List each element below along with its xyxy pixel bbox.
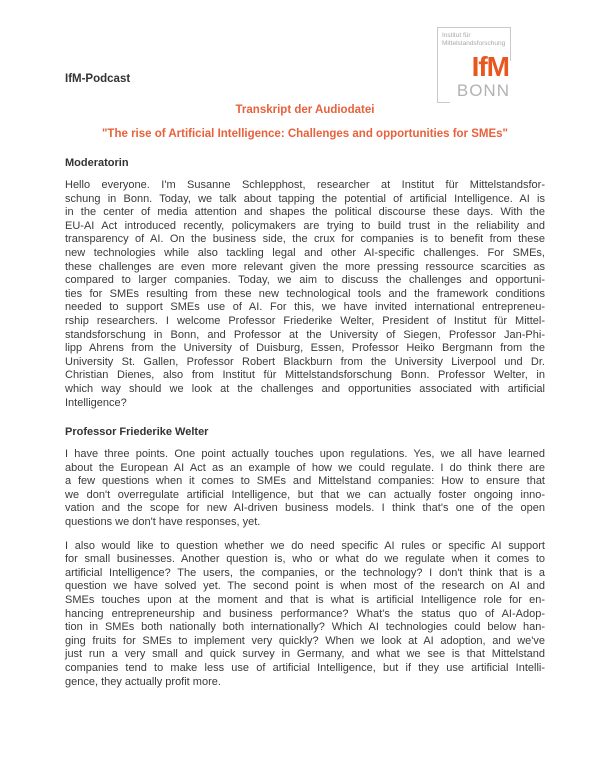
text-line: schung in Bonn. Today, we talk about tapping the potential of artificial Intelligence. AI is bbox=[65, 192, 545, 205]
text-line: just run a very small and quick survey in Germany, and what we see is that Mittelstand bbox=[65, 648, 545, 661]
text-line: new technologies while also tackling legal and other AI-specific challenges. For SMEs, bbox=[65, 246, 545, 259]
text-line: SMEs touches upon at the moment and that is what is artificial Intelligence role for en- bbox=[65, 594, 545, 607]
text-line: Christian Dienes, also from Institut für Mittelstandsforschung Bonn. Professor Welter, in bbox=[65, 369, 545, 382]
text-line: gence, they actually profit more. bbox=[65, 675, 221, 688]
text-line: questions we don't have responses, yet. bbox=[65, 516, 261, 529]
text-line: I also would like to question whether we do need specific AI rules or specific AI support bbox=[65, 539, 545, 552]
logo-institute-name bbox=[442, 32, 505, 47]
text-line: ties for SMEs resulting from these new technological tools and the framework conditions bbox=[65, 287, 545, 300]
text-line: artificial Intelligence? The users, the companies, or the technology? I don't think that is a bbox=[65, 566, 545, 579]
text-line: compared to larger companies. Today, we aim to discuss the challenges and opportuni- bbox=[65, 274, 545, 287]
text-line: question we have solved yet. The second point is when most of the research on AI and bbox=[65, 580, 545, 593]
transcript-paragraph bbox=[65, 179, 545, 410]
text-line: vation and the scope for new AI-driven business models. I think that's one of the open bbox=[65, 502, 545, 515]
text-line: companies tend to make less use of artificial Intelligence, but if they use artificial Intelli- bbox=[65, 662, 545, 674]
podcast-label: IfM-Podcast bbox=[65, 73, 131, 85]
logo-city: BONN bbox=[456, 81, 510, 100]
text-line: rship researchers. I welcome Professor Friederike Welter, President of Institut für Mittel- bbox=[65, 314, 545, 327]
logo-acronym: IfM bbox=[471, 51, 509, 82]
text-line: Hello everyone. I'm Susanne Schlepphost, researcher at Institut für Mittelstandsfor- bbox=[65, 179, 545, 191]
logo-institute-line1: Institut für bbox=[442, 32, 471, 39]
transcript-sections bbox=[65, 157, 545, 689]
logo-institute-line2: Mittelstandsforschung bbox=[442, 39, 506, 47]
document-content bbox=[0, 73, 600, 689]
text-line: I have three points. One point actually touches upon regulations. Yes, we all have learned bbox=[65, 448, 545, 461]
text-line: Intelligence? bbox=[65, 396, 127, 409]
logo-frame-top bbox=[437, 27, 511, 28]
transcript-subtitle: Transkript der Audiodatei bbox=[235, 104, 375, 116]
ifm-bonn-logo bbox=[437, 27, 511, 103]
text-line: hancing entrepreneurship and business performance? What's the status quo of AI-Adop- bbox=[65, 607, 545, 620]
speaker-heading: Professor Friederike Welter bbox=[65, 426, 209, 439]
text-line: EU-AI Act introduced recently, policymakers are trying to build trust in the reliability and bbox=[65, 219, 545, 232]
speaker-heading: Moderatorin bbox=[65, 157, 129, 169]
text-line: transparency of AI. On the business side, the crux for companies is to benefit from these bbox=[65, 233, 545, 246]
logo-frame-bottom bbox=[437, 102, 450, 103]
text-line: for small businesses. Another question is, who or what do we regulate when it comes to bbox=[65, 553, 545, 566]
text-line: standsforschung in Bonn, and Professor at the University of Siegen, Professor Jan-Phi- bbox=[65, 328, 545, 341]
text-line: ging fruits for SMEs to implement very quickly? When we look at AI adoption, and we've bbox=[65, 634, 545, 647]
logo-frame-left bbox=[437, 27, 438, 103]
text-line: University St. Gallen, Professor Robert Blackburn from the University Liverpool und Dr. bbox=[65, 355, 545, 368]
text-line: which way should we look at the challenges and opportunities associated with artificial bbox=[65, 382, 545, 395]
text-line: lipp Ahrens from the University of Duisburg, Essen, Professor Heiko Bergmann from the bbox=[65, 342, 545, 355]
text-line: we don't overregulate artificial Intelligence, but that we can actually foster ongoing inno- bbox=[65, 488, 545, 501]
text-line: in the center of media attention and shapes the political discourse these days. With the bbox=[65, 206, 545, 219]
text-line: about the European AI Act as an example of how we could regulate. I do think there are bbox=[65, 461, 545, 474]
text-line: a few questions when it comes to SMEs and Mittelstand companies: How to ensure that bbox=[65, 475, 545, 488]
text-line: needed to support SMEs use of AI. For this, we have invited international entrepreneu- bbox=[65, 301, 545, 314]
logo-frame-right bbox=[510, 27, 511, 61]
transcript-paragraph bbox=[65, 448, 545, 530]
text-line: tion in SMEs both nationally both internationally? Which AI technologies could below han- bbox=[65, 621, 545, 634]
document-title: "The rise of Artificial Intelligence: Challenges and opportunities for SMEs" bbox=[101, 128, 508, 140]
text-line: these challenges are even more relevant given the more pressing ressource scarcities as bbox=[65, 260, 545, 273]
transcript-paragraph bbox=[65, 540, 545, 690]
